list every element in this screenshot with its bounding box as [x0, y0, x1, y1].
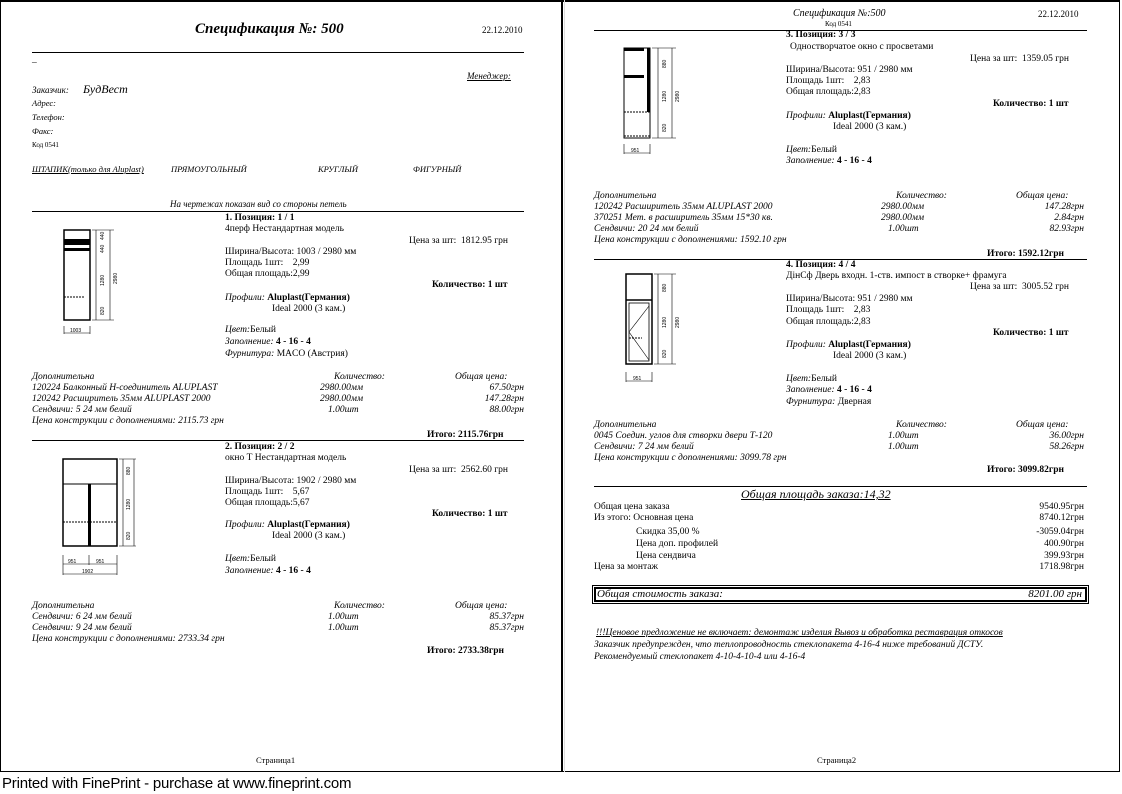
document-date: 22.12.2010	[482, 25, 523, 35]
extra-row-qty: 1.00шт	[328, 623, 359, 633]
profile-series: Ideal 2000 (3 кам.)	[272, 531, 346, 541]
manager-label: Менеджер:	[467, 71, 511, 81]
fax-label: Факс:	[32, 126, 54, 136]
total-column-header: Общая цена:	[455, 372, 508, 382]
size: Ширина/Высота: 951 / 2980 мм	[786, 65, 913, 75]
profile: Профили: Aluplast(Германия)	[225, 520, 350, 530]
note-exclusions: !!!Ценовое предложение не включает: демонтаж изделия Вывоз и обработка реставрация откосов	[596, 628, 1003, 638]
page-number: Страница1	[256, 755, 296, 765]
dim-1: 880	[662, 59, 668, 68]
construction-price: Цена конструкции с дополнениями: 2733.34 грн	[32, 634, 225, 644]
dim-3: 820	[126, 531, 132, 540]
summary-label: Из этого: Основная цена	[594, 513, 694, 523]
position-header: 3. Позиция: 3 / 3	[786, 30, 856, 40]
bead-type-1: ПРЯМОУГОЛЬНЫЙ	[171, 164, 247, 174]
qty-column-header: Количество:	[334, 601, 385, 611]
hardware: Фурнитура: Дверная	[786, 397, 872, 407]
dim-2: 440	[100, 244, 106, 253]
hardware: Фурнитура: MACO (Австрия)	[225, 349, 348, 359]
profile-series: Ideal 2000 (3 кам.)	[833, 122, 907, 132]
quantity: Количество: 1 шт	[993, 328, 1069, 338]
extra-row-total: 2.84грн	[1054, 213, 1084, 223]
dim-width: 951	[633, 376, 642, 382]
extra-row-qty: 2980.00мм	[881, 213, 925, 223]
dim-1: 880	[126, 466, 132, 475]
grand-total-value: 8201.00 грн	[1028, 588, 1082, 600]
customer-value: БудВест	[83, 82, 128, 96]
area-total: Общая площадь:2,99	[225, 269, 310, 279]
customer-label: Заказчик:	[32, 85, 69, 95]
page-title: Спецификация №:500	[793, 8, 886, 19]
color: Цвет:Белый	[786, 374, 837, 384]
extras-header: Дополнительна	[32, 372, 95, 382]
dim-3: 820	[662, 123, 668, 132]
total-area: Общая площадь заказа:14,32	[741, 487, 891, 501]
area-total: Общая площадь:5,67	[225, 498, 310, 508]
dim-4: 820	[100, 306, 106, 315]
extra-row-qty: 1.00шт	[328, 405, 359, 415]
extra-row-qty: 2980.00мм	[320, 394, 364, 404]
subtotal: Итого: 2733.38грн	[427, 646, 504, 656]
extra-row-qty: 1.00шт	[888, 224, 919, 234]
subtotal: Итого: 3099.82грн	[987, 465, 1064, 475]
dim-overall: 2980	[113, 272, 119, 284]
page-title: Спецификация №: 500	[195, 21, 344, 37]
extra-row-total: 67.50грн	[489, 383, 524, 393]
extra-row-total: 36.00грн	[1049, 431, 1084, 441]
position-model: 4перф Нестандартная модель	[225, 224, 344, 234]
position-header: 2. Позиция: 2 / 2	[225, 442, 295, 452]
total-column-header: Общая цена:	[455, 601, 508, 611]
dim-2: 1280	[662, 90, 668, 102]
quantity: Количество: 1 шт	[432, 280, 508, 290]
section-rule	[32, 211, 524, 212]
area-total: Общая площадь:2,83	[786, 87, 871, 97]
position-rule	[32, 440, 524, 441]
extra-row-name: 120242 Расширитель 35мм ALUPLAST 2000	[32, 394, 211, 404]
extra-row-name: Сендвичи: 6 24 мм белий	[32, 612, 132, 622]
dim-width: 1003	[70, 328, 82, 334]
position-model: окно Т Нестандартная модель	[225, 453, 347, 463]
glazing: Заполнение: 4 - 16 - 4	[786, 385, 872, 395]
grand-total-label: Общая стоимость заказа:	[597, 588, 723, 600]
summary-value: 8740.12грн	[1039, 513, 1084, 523]
header-rule	[32, 52, 524, 53]
construction-price: Цена конструкции с дополнениями: 1592.10 грн	[594, 235, 787, 245]
profile: Профили: Aluplast(Германия)	[786, 340, 911, 350]
construction-price: Цена конструкции с дополнениями: 2115.73 грн	[32, 416, 224, 426]
profile: Профили: Aluplast(Германия)	[786, 111, 911, 121]
customer-code: Код 0541	[32, 141, 59, 149]
extra-row-qty: 2980.00мм	[881, 202, 925, 212]
customer-code: Код 0541	[825, 20, 852, 28]
position-model: ДінСф Дверь входн. 1-ств. импост в створке+ фрамуга	[786, 271, 1007, 281]
summary-label: Скидка 35,00 %	[636, 527, 700, 537]
color: Цвет:Белый	[786, 145, 837, 155]
summary-value: -3059.04грн	[1036, 527, 1084, 537]
dim-2: 1280	[662, 316, 668, 328]
extras-header: Дополнительна	[32, 601, 95, 611]
subtotal: Итого: 1592.12грн	[987, 249, 1064, 259]
extra-row-name: 120242 Расширитель 35мм ALUPLAST 2000	[594, 202, 773, 212]
view-note: На чертежах показан вид со стороны петель	[170, 199, 347, 209]
quantity: Количество: 1 шт	[993, 99, 1069, 109]
dim-width-b: 951	[96, 559, 105, 565]
bead-type-2: КРУГЛЫЙ	[318, 164, 358, 174]
window-drawing-3	[618, 44, 698, 159]
total-column-header: Общая цена:	[1016, 191, 1069, 201]
profile-series: Ideal 2000 (3 кам.)	[833, 351, 907, 361]
extra-row-total: 85.37грн	[489, 612, 524, 622]
summary-value: 9540.95грн	[1039, 502, 1084, 512]
price-per-unit: Цена за шт: 3005.52 грн	[970, 282, 1069, 292]
window-drawing-1	[58, 226, 133, 341]
summary-value: 400.90грн	[1044, 539, 1084, 549]
qty-column-header: Количество:	[896, 191, 947, 201]
dim-overall: 2980	[675, 316, 681, 328]
area-total: Общая площадь:2,83	[786, 317, 871, 327]
price-per-unit: Цена за шт: 1812.95 грн	[409, 236, 508, 246]
size: Ширина/Высота: 1902 / 2980 мм	[225, 476, 357, 486]
area-unit: Площадь 1шт: 2,83	[786, 305, 871, 315]
construction-price: Цена конструкции с дополнениями: 3099.78 грн	[594, 453, 787, 463]
summary-value: 1718.98грн	[1039, 562, 1084, 572]
extra-row-qty: 1.00шт	[328, 612, 359, 622]
summary-label: Общая цена заказа	[594, 502, 670, 512]
position-header: 1. Позиция: 1 / 1	[225, 213, 295, 223]
note-warning: Заказчик предупрежден, что теплопроводность стеклопакета 4-16-4 ниже требований ДСТУ.	[594, 640, 984, 650]
extra-row-qty: 2980.00мм	[320, 383, 364, 393]
note-recommendation: Рекомендуемый стеклопакет 4-10-4-10-4 или 4-16-4	[594, 652, 806, 662]
page-number: Страница2	[817, 755, 857, 765]
extra-row-total: 85.37грн	[489, 623, 524, 633]
dim-1: 880	[662, 283, 668, 292]
color: Цвет:Белый	[225, 325, 276, 335]
summary-label: Цена доп. профилей	[636, 539, 719, 549]
position-model: Одностворчатое окно с просветами	[790, 42, 934, 52]
window-drawing-2	[58, 455, 138, 580]
qty-column-header: Количество:	[334, 372, 385, 382]
extra-row-total: 88.00грн	[489, 405, 524, 415]
dash-mark: –	[32, 58, 37, 68]
bead-type-0: ШТАПИК(только для Aluplast)	[32, 164, 144, 174]
extras-header: Дополнительна	[594, 191, 657, 201]
phone-label: Телефон:	[32, 112, 65, 122]
extra-row-name: Сендвичи: 9 24 мм белий	[32, 623, 132, 633]
size: Ширина/Высота: 1003 / 2980 мм	[225, 247, 357, 257]
extra-row-name: Сендвичи: 20 24 мм белий	[594, 224, 699, 234]
position-header: 4. Позиция: 4 / 4	[786, 260, 856, 270]
extra-row-total: 147.28грн	[1044, 202, 1084, 212]
extra-row-name: 0045 Соедин. углов для створки двери Т-120	[594, 431, 773, 441]
dim-width: 1902	[82, 569, 94, 575]
extras-header: Дополнительна	[594, 420, 657, 430]
profile: Профили: Aluplast(Германия)	[225, 293, 350, 303]
extra-row-name: Сендвичи: 5 24 мм белий	[32, 405, 132, 415]
door-drawing-4	[620, 270, 695, 385]
area-unit: Площадь 1шт: 2,99	[225, 258, 310, 268]
address-label: Адрес:	[32, 98, 57, 108]
area-unit: Площадь 1шт: 2,83	[786, 76, 871, 86]
dim-1: 440	[100, 231, 106, 240]
profile-series: Ideal 2000 (3 кам.)	[272, 304, 346, 314]
area-unit: Площадь 1шт: 5,67	[225, 487, 310, 497]
size: Ширина/Высота: 951 / 2980 мм	[786, 294, 913, 304]
subtotal: Итого: 2115.76грн	[427, 430, 504, 440]
dim-width: 951	[631, 148, 640, 154]
extra-row-total: 82.93грн	[1049, 224, 1084, 234]
glazing: Заполнение: 4 - 16 - 4	[225, 566, 311, 576]
extra-row-qty: 1.00шт	[888, 431, 919, 441]
page-divider	[561, 0, 563, 772]
extra-row-name: 370251 Мет. в расширитель 35мм 15*30 кв.	[594, 213, 773, 223]
summary-label: Цена сендвича	[636, 551, 696, 561]
dim-3: 820	[662, 349, 668, 358]
price-per-unit: Цена за шт: 1359.05 грн	[970, 54, 1069, 64]
dim-width-a: 951	[68, 559, 77, 565]
summary-value: 399.93грн	[1044, 551, 1084, 561]
color: Цвет:Белый	[225, 554, 276, 564]
page-divider-shadow	[564, 0, 565, 772]
bead-type-3: ФИГУРНЫЙ	[413, 164, 462, 174]
quantity: Количество: 1 шт	[432, 509, 508, 519]
summary-label: Цена за монтаж	[594, 562, 658, 572]
document-date: 22.12.2010	[1038, 9, 1079, 19]
extra-row-total: 147.28грн	[484, 394, 524, 404]
glazing: Заполнение: 4 - 16 - 4	[786, 156, 872, 166]
extra-row-name: Сендвичи: 7 24 мм белий	[594, 442, 694, 452]
fineprint-banner: Printed with FinePrint - purchase at www.fineprint.com	[2, 775, 352, 792]
extra-row-name: 120224 Балконный Н-соединитель ALUPLAST	[32, 383, 218, 393]
dim-3: 1280	[100, 274, 106, 286]
qty-column-header: Количество:	[896, 420, 947, 430]
price-per-unit: Цена за шт: 2562.60 грн	[409, 465, 508, 475]
dim-overall: 2980	[675, 90, 681, 102]
dim-2: 1280	[126, 498, 132, 510]
glazing: Заполнение: 4 - 16 - 4	[225, 337, 311, 347]
extra-row-total: 58.26грн	[1049, 442, 1084, 452]
extra-row-qty: 1.00шт	[888, 442, 919, 452]
total-column-header: Общая цена:	[1016, 420, 1069, 430]
